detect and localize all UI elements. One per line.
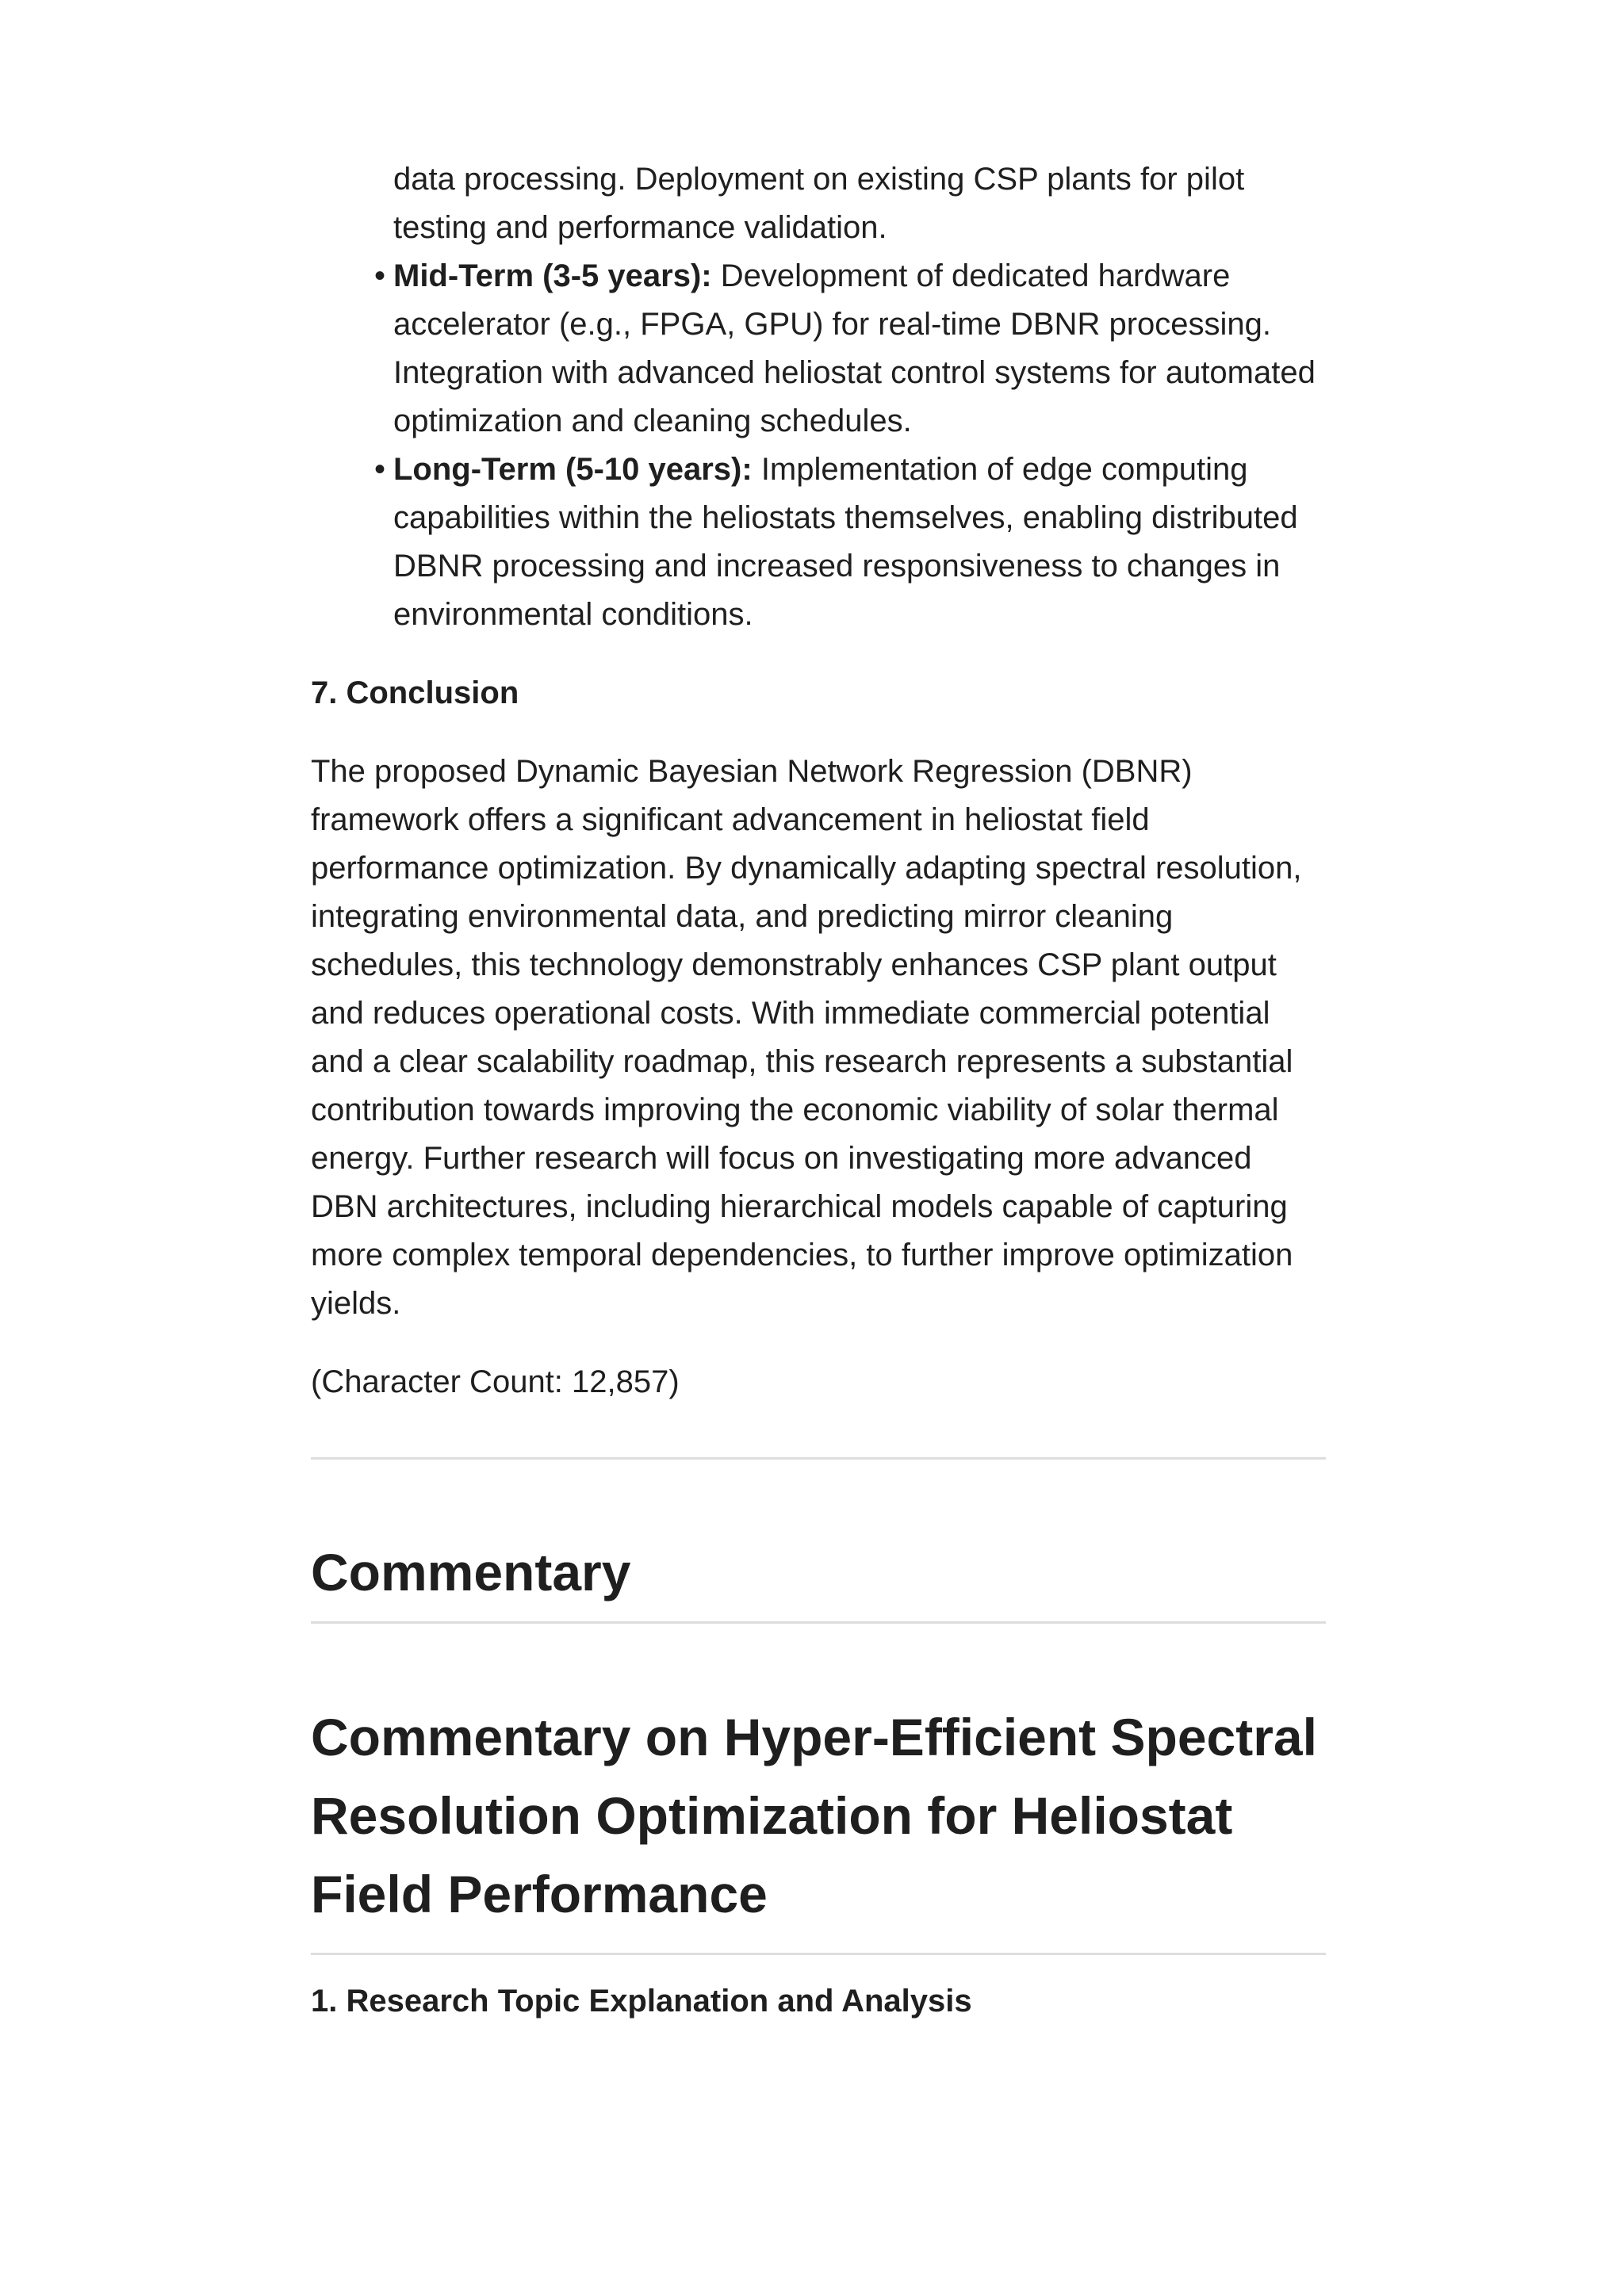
document-page: [311, 155, 1326, 2026]
roadmap-item-label: Mid-Term (3-5 years):: [393, 258, 712, 293]
conclusion-paragraph: The proposed Dynamic Bayesian Network Regression (DBNR) framework offers a significant advancement in heliostat field performance optimization. By dynamically adapting spectral resolution, integrating environmental data, and predicting mirror cleaning schedules, this technology demonstrably enhances CSP plant output and reduces operational costs. With immediate commercial potential and a clear scalability roadmap, this research represents a substantial contribution towards improving the economic viability of solar thermal energy. Further research will focus on investigating more advanced DBN architectures, including hierarchical models capable of capturing more complex temporal dependencies, to further improve optimization yields.: [311, 754, 1302, 1321]
heading-underline: [311, 1621, 1326, 1624]
title-underline: [311, 1953, 1326, 1955]
character-count: (Character Count: 12,857): [311, 1364, 680, 1399]
roadmap-item-long-term: [393, 446, 1326, 639]
roadmap-continuation-text: data processing. Deployment on existing CSP plants for pilot testing and performance validation.: [393, 162, 1245, 245]
section-divider: [311, 1457, 1326, 1460]
commentary-title: Commentary on Hyper-Efficient Spectral Resolution Optimization for Heliostat Field Performance: [311, 1708, 1317, 1923]
roadmap-item-label: Long-Term (5-10 years):: [393, 452, 753, 487]
roadmap-item-text: Development of dedicated hardware accelerator (e.g., FPGA, GPU) for real-time DBNR processing. Integration with advanced heliostat control systems for automated optimization and cleaning schedules.: [393, 258, 1316, 438]
roadmap-list: [311, 155, 1326, 639]
research-topic-subheading: 1. Research Topic Explanation and Analysis: [311, 1984, 972, 2019]
roadmap-item-mid-term: [393, 252, 1326, 446]
roadmap-item-text: Implementation of edge computing capabilities within the heliostats themselves, enabling distributed DBNR processing and increased responsiveness to changes in environmental conditions.: [393, 452, 1298, 632]
commentary-heading: Commentary: [311, 1543, 631, 1601]
roadmap-section: [311, 155, 1326, 639]
conclusion-heading: 7. Conclusion: [311, 675, 519, 710]
roadmap-item-continuation: [393, 155, 1326, 252]
